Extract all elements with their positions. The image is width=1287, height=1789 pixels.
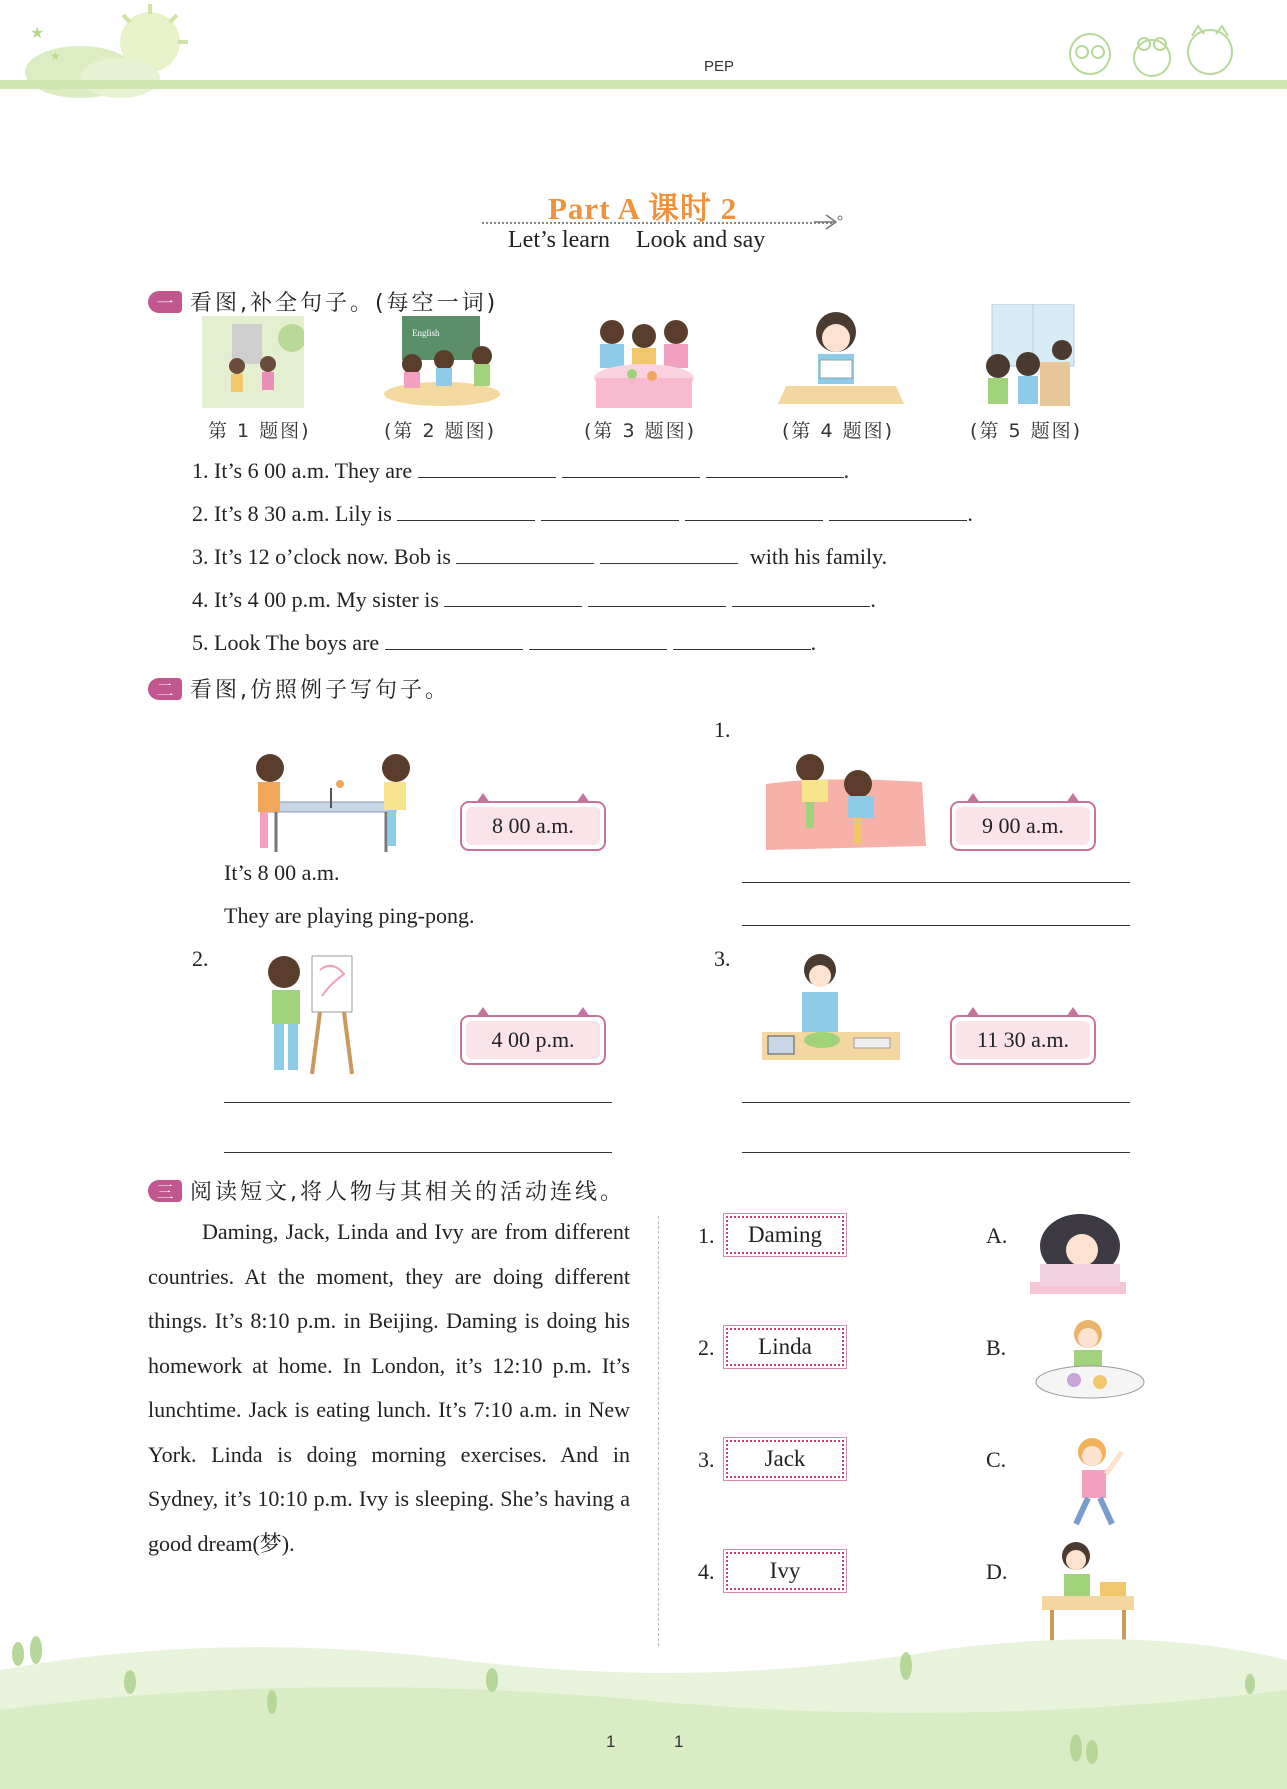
section2-instruction: 看图,仿照例子写句子。 xyxy=(190,678,450,703)
question-2-text: 2. It’s 8 30 a.m. Lily is xyxy=(192,501,392,526)
section3-instruction: 阅读短文,将人物与其相关的活动连线。 xyxy=(190,1180,625,1205)
name-2-number: 2. xyxy=(698,1335,715,1360)
blank[interactable] xyxy=(541,503,679,521)
question-3-end: with his family. xyxy=(749,544,888,569)
item-2-number: 2. xyxy=(192,946,209,971)
question-2-end: . xyxy=(967,501,973,526)
blank[interactable] xyxy=(600,546,738,564)
example-time-box xyxy=(460,801,606,851)
reading-passage xyxy=(148,1210,630,1566)
svg-text:★: ★ xyxy=(30,25,45,42)
title-divider xyxy=(482,222,832,224)
answer-line[interactable] xyxy=(742,1152,1130,1153)
question-1-text: 1. It’s 6 00 a.m. They are xyxy=(192,458,413,483)
answer-line[interactable] xyxy=(742,1102,1130,1103)
question-5 xyxy=(192,630,816,656)
item-2-time-box xyxy=(460,1015,606,1065)
name-1-number: 1. xyxy=(698,1223,715,1248)
example-picture xyxy=(236,748,426,861)
blank[interactable] xyxy=(456,546,594,564)
section3-header xyxy=(148,1175,625,1206)
answer-line[interactable] xyxy=(742,882,1130,883)
question-2 xyxy=(192,501,973,527)
item-1-number: 1. xyxy=(714,717,731,742)
item-1-time-box xyxy=(950,801,1096,851)
header-label: PEP xyxy=(704,58,735,75)
answer-line[interactable] xyxy=(742,925,1130,926)
question-4 xyxy=(192,587,876,613)
header-decoration-right xyxy=(1060,22,1250,82)
page-subtitle xyxy=(508,227,791,254)
question-4-text: 4. It’s 4 00 p.m. My sister is xyxy=(192,587,439,612)
caption-3: (第 3 题图) xyxy=(584,420,696,442)
picture-5 xyxy=(982,304,1078,415)
question-5-text: 5. Look The boys are xyxy=(192,630,380,655)
question-1 xyxy=(192,458,849,484)
section2-badge: 二 xyxy=(148,678,182,700)
title-arrow-icon xyxy=(812,212,844,237)
blank[interactable] xyxy=(397,503,535,521)
name-box-jack[interactable]: Jack xyxy=(726,1440,844,1478)
header-decoration-left xyxy=(0,0,200,110)
page-title: Part A 课时 2 xyxy=(548,191,738,226)
option-c-label: C. xyxy=(986,1447,1007,1472)
blank[interactable] xyxy=(418,460,556,478)
page-number-right: 1 xyxy=(674,1732,684,1751)
question-3 xyxy=(192,544,887,570)
blank[interactable] xyxy=(444,589,582,607)
section1-header xyxy=(148,286,498,317)
option-a-picture[interactable] xyxy=(1030,1206,1130,1303)
blank[interactable] xyxy=(385,632,523,650)
section1-instruction: 看图,补全句子。(每空一词) xyxy=(190,291,499,316)
item-1-picture xyxy=(762,746,928,855)
example-time: 8 00 a.m. xyxy=(466,807,600,845)
question-1-end: . xyxy=(843,458,850,483)
name-box-daming[interactable]: Daming xyxy=(726,1216,844,1254)
section3-badge: 三 xyxy=(148,1180,182,1202)
section1-badge: 一 xyxy=(148,291,182,313)
question-4-end: . xyxy=(870,587,876,612)
blank[interactable] xyxy=(673,632,811,650)
name-box-linda[interactable]: Linda xyxy=(726,1328,844,1366)
item-2-picture xyxy=(260,950,360,1085)
item-1-time: 9 00 a.m. xyxy=(956,807,1090,845)
blank[interactable] xyxy=(732,589,870,607)
option-d-label: D. xyxy=(986,1559,1008,1584)
item-2-time: 4 00 p.m. xyxy=(466,1021,600,1059)
section2-header xyxy=(148,673,450,704)
picture-1 xyxy=(202,316,304,413)
svg-text:English: English xyxy=(412,328,440,338)
page-number-left: 1 xyxy=(606,1732,616,1751)
blank[interactable] xyxy=(529,632,667,650)
picture-4 xyxy=(774,308,906,413)
option-b-label: B. xyxy=(986,1335,1007,1360)
caption-5: (第 5 题图) xyxy=(970,420,1082,442)
passage-text: Daming, Jack, Linda and Ivy are from different countries. At the moment, they are doing different things. It’s 8:10 p.m. in Beijing. Daming is doing his homework at home. In London, it’s 12:10 p.m. It’s lunchtime. Jack is eating lunch. It’s 7:10 a.m. in New York. Linda is doing morning exercises. And in Sydney, it’s 10:10 p.m. Ivy is sleeping. She’s having a good dream(梦). xyxy=(148,1219,630,1556)
blank[interactable] xyxy=(588,589,726,607)
option-c-picture[interactable] xyxy=(1062,1430,1132,1535)
item-3-picture xyxy=(762,950,902,1071)
question-5-end: . xyxy=(810,630,817,655)
picture-2 xyxy=(382,316,506,415)
column-divider xyxy=(658,1216,659,1646)
answer-line[interactable] xyxy=(224,1102,612,1103)
example-line-2: They are playing ping-pong. xyxy=(224,903,475,928)
option-b-picture[interactable] xyxy=(1034,1314,1146,1415)
picture-3 xyxy=(592,310,696,417)
caption-2: (第 2 题图) xyxy=(384,420,496,442)
subtitle-look-and-say: Look and say xyxy=(635,227,766,253)
name-4-number: 4. xyxy=(698,1559,715,1584)
blank[interactable] xyxy=(562,460,700,478)
subtitle-lets-learn: Let’s learn xyxy=(508,227,610,253)
option-a-label: A. xyxy=(986,1223,1008,1248)
item-3-time: 11 30 a.m. xyxy=(956,1021,1090,1059)
item-3-number: 3. xyxy=(714,946,731,971)
answer-line[interactable] xyxy=(224,1152,612,1153)
svg-text:★: ★ xyxy=(50,49,61,63)
name-3-number: 3. xyxy=(698,1447,715,1472)
item-3-time-box xyxy=(950,1015,1096,1065)
question-3-text: 3. It’s 12 o’clock now. Bob is xyxy=(192,544,451,569)
blank[interactable] xyxy=(829,503,967,521)
caption-1: 第 1 题图) xyxy=(208,420,311,442)
caption-4: (第 4 题图) xyxy=(782,420,894,442)
example-line-1: It’s 8 00 a.m. xyxy=(224,860,340,885)
blank[interactable] xyxy=(685,503,823,521)
footer-landscape xyxy=(0,1630,1287,1789)
name-box-ivy[interactable]: Ivy xyxy=(726,1552,844,1590)
blank[interactable] xyxy=(706,460,844,478)
